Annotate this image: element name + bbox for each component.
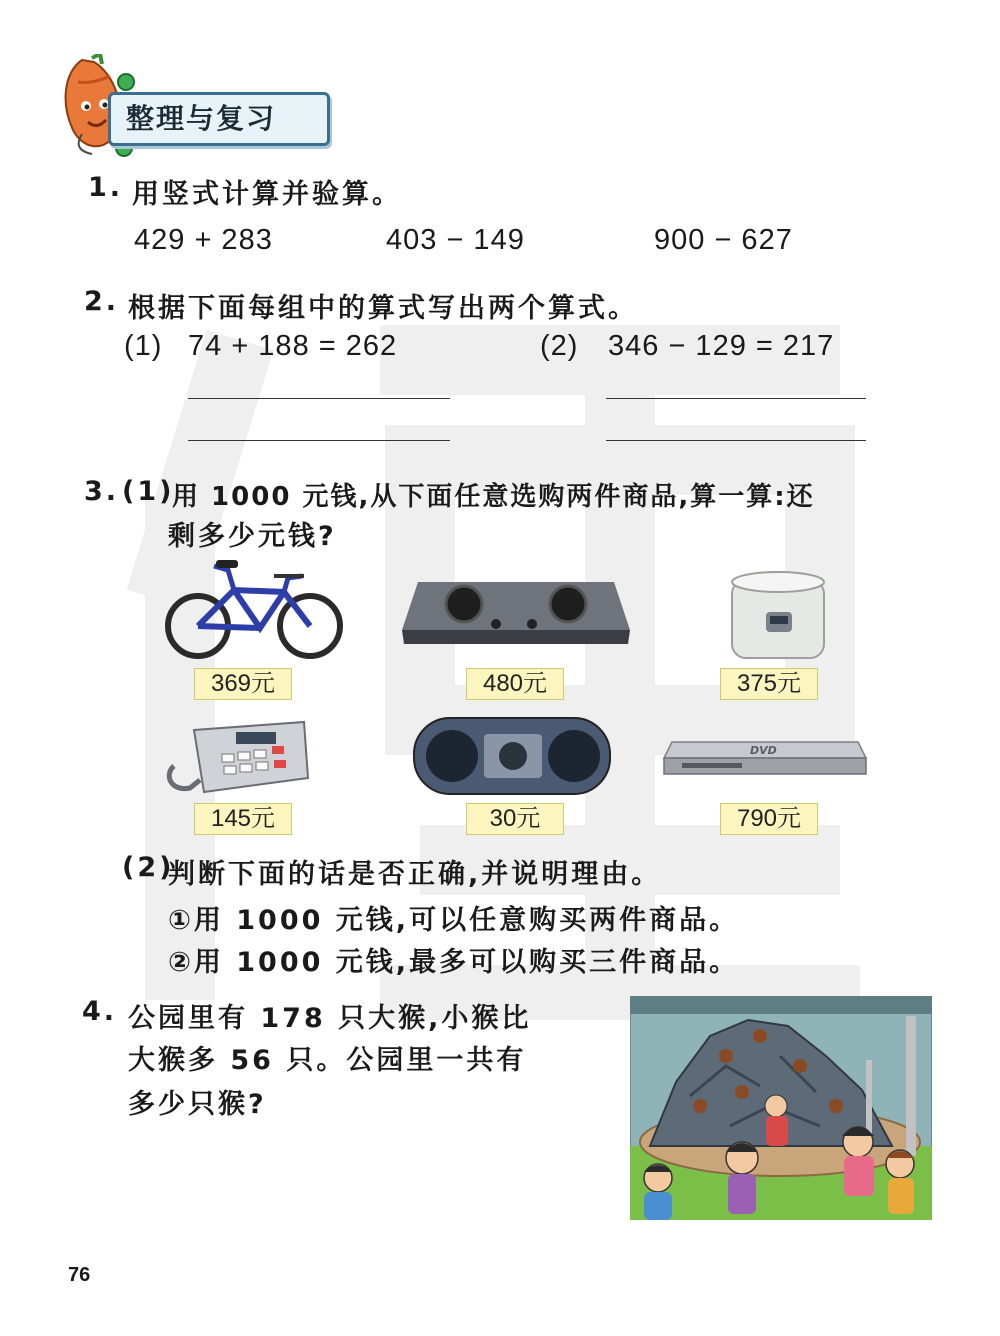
rice-cooker-image — [726, 568, 830, 662]
q3-part1-label: (1) — [122, 476, 175, 507]
page-number: 76 — [68, 1264, 91, 1286]
answer-blank[interactable] — [188, 398, 450, 399]
q4-line-1: 公园里有 178 只大猴,小猴比 — [128, 1003, 532, 1034]
answer-blank[interactable] — [606, 398, 866, 399]
answer-blank[interactable] — [188, 440, 450, 441]
q3-number: 3. — [84, 476, 120, 507]
answer-blank[interactable] — [606, 440, 866, 441]
q2-prompt: 根据下面每组中的算式写出两个算式。 — [128, 293, 638, 324]
monkey-park-illustration — [630, 996, 932, 1220]
q4-line-2: 大猴多 56 只。公园里一共有 — [128, 1045, 527, 1076]
q1-prompt: 用竖式计算并验算。 — [132, 179, 402, 210]
q2-group2-label: (2) — [540, 330, 579, 362]
q2-group2-expr: 346 − 129 = 217 — [608, 330, 835, 362]
q2-number: 2. — [84, 286, 120, 317]
price-tag-rice-cooker: 375元 — [720, 668, 818, 700]
price-tag-bicycle: 369元 — [194, 668, 292, 700]
q3-part2-prompt: 判断下面的话是否正确,并说明理由。 — [168, 859, 662, 890]
price-tag-gas-stove: 480元 — [466, 668, 564, 700]
q1-expr-2: 403 − 149 — [386, 224, 525, 256]
price-tag-telephone: 145元 — [194, 803, 292, 835]
price-tag-dvd: 790元 — [720, 803, 818, 835]
q4-line-3: 多少只猴? — [128, 1089, 267, 1120]
price-tag-radio: 30元 — [466, 803, 564, 835]
q2-group1-label: (1) — [124, 330, 163, 362]
q1-expr-1: 429 + 283 — [134, 224, 273, 256]
telephone-image — [164, 714, 310, 798]
dvd-label: DVD — [750, 744, 777, 757]
dvd-player-image — [662, 740, 868, 778]
q2-group1-expr: 74 + 188 = 262 — [188, 330, 398, 362]
q3-part1-line1: 用 1000 元钱,从下面任意选购两件商品,算一算:还 — [172, 482, 815, 512]
bicycle-image — [164, 552, 344, 662]
q3-part2-label: (2) — [122, 852, 175, 883]
q1-number: 1. — [88, 172, 124, 203]
q3-statement-1: ①用 1000 元钱,可以任意购买两件商品。 — [168, 905, 740, 936]
q3-statement-2: ②用 1000 元钱,最多可以购买三件商品。 — [168, 947, 740, 978]
radio-cassette-image — [410, 712, 616, 798]
q1-expr-3: 900 − 627 — [654, 224, 793, 256]
section-title: 整理与复习 — [126, 102, 277, 135]
q3-part1-line2: 剩多少元钱? — [168, 521, 337, 552]
q4-number: 4. — [82, 996, 118, 1027]
gas-stove-image — [400, 578, 632, 660]
